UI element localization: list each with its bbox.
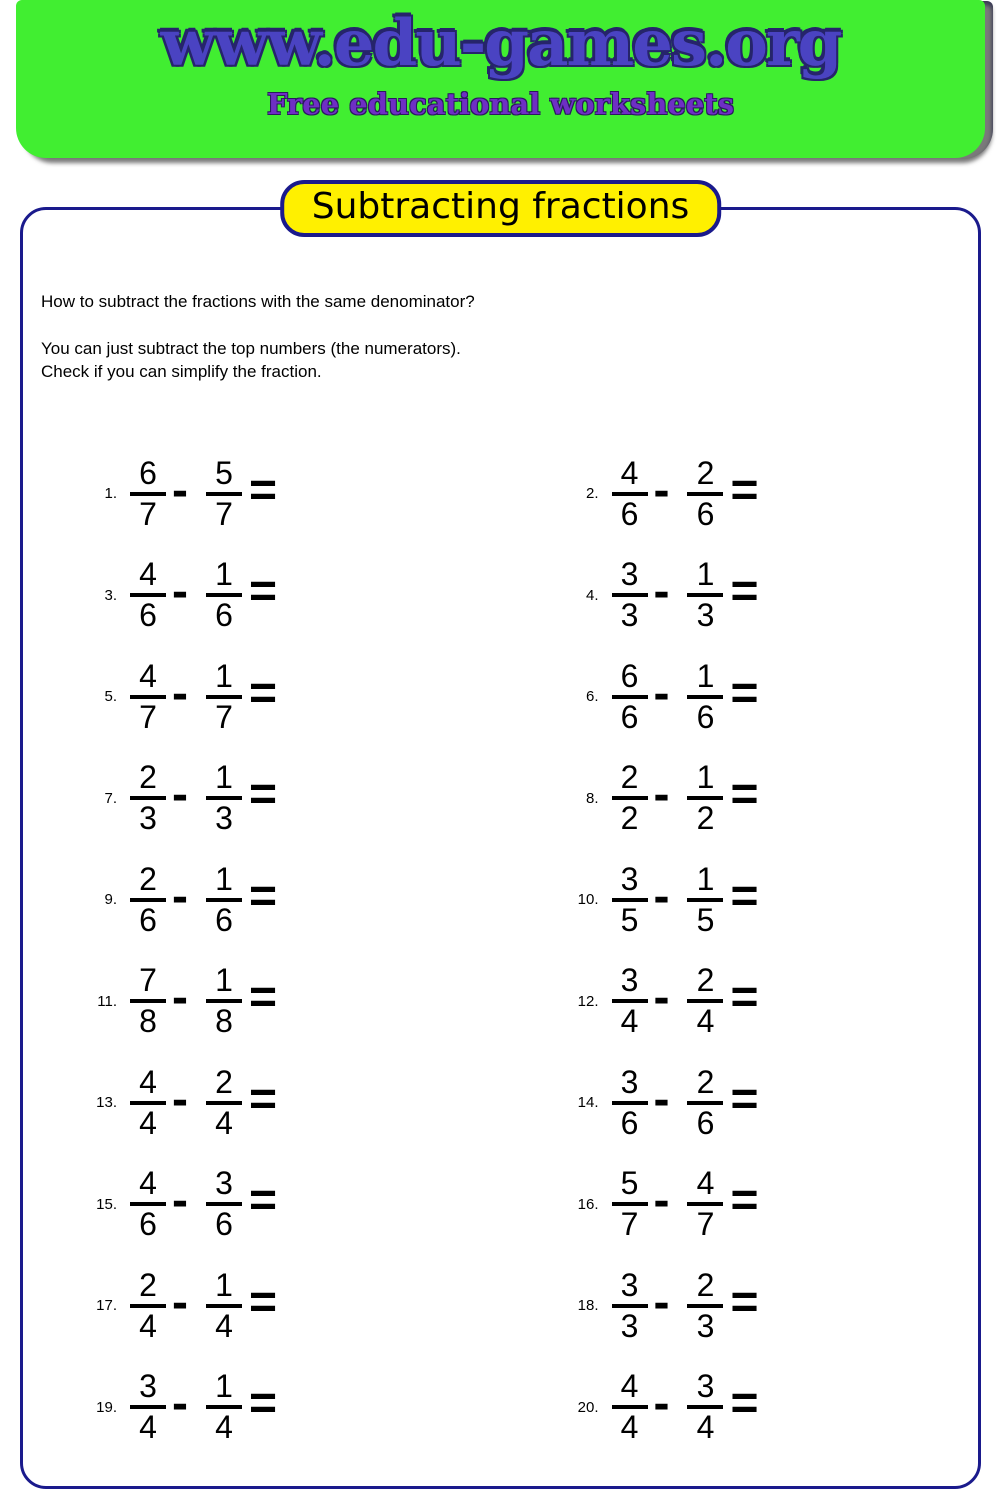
fraction-a [612, 964, 648, 1038]
equals-sign: = [730, 1377, 759, 1431]
minus-sign: - [653, 971, 670, 1025]
problem [23, 1255, 501, 1357]
problem-number: 2. [585, 485, 599, 503]
denominator: 6 [139, 597, 157, 634]
problem-number: 11. [97, 992, 117, 1010]
numerator: 5 [215, 454, 233, 491]
minus-sign: - [653, 1174, 670, 1228]
numerator: 2 [696, 962, 715, 999]
equals-sign: = [248, 1275, 278, 1329]
fraction-b [206, 1370, 242, 1444]
fraction-a [130, 761, 166, 835]
problem [501, 443, 979, 545]
problem-number: 5. [104, 688, 117, 706]
equals-sign: = [730, 463, 759, 517]
problem [23, 1357, 501, 1459]
numerator: 1 [215, 556, 233, 593]
numerator: 1 [215, 1368, 233, 1405]
instructions-line2: Check if you can simplify the fraction. [41, 362, 322, 381]
worksheet-title: Subtracting fractions [280, 180, 722, 237]
problem-number: 3. [104, 586, 117, 604]
problem-number: 16. [577, 1195, 599, 1213]
instructions-question: How to subtract the fractions with the same denominator? [41, 292, 475, 311]
numerator: 3 [215, 1165, 233, 1202]
numerator: 4 [139, 1165, 157, 1202]
denominator: 4 [139, 1104, 157, 1141]
fraction-a [612, 1063, 648, 1141]
numerator: 2 [696, 1266, 715, 1303]
denominator: 4 [696, 1409, 715, 1446]
fraction-a [130, 1167, 166, 1241]
minus-sign: - [172, 565, 188, 619]
minus-sign: - [653, 869, 670, 923]
fraction-a [130, 964, 166, 1038]
denominator: 6 [215, 597, 233, 634]
numerator: 2 [620, 759, 639, 796]
problem-number: 7. [104, 789, 117, 807]
denominator: 3 [620, 597, 639, 634]
denominator: 7 [139, 495, 157, 532]
fraction-b [687, 964, 723, 1038]
numerator: 4 [139, 556, 157, 593]
problem-number: 1. [104, 485, 117, 503]
fraction-a [130, 860, 166, 938]
problem-number: 15. [96, 1195, 117, 1213]
denominator: 6 [620, 495, 639, 532]
equals-sign: = [248, 565, 278, 619]
numerator: 1 [215, 657, 233, 694]
numerator: 1 [696, 556, 715, 593]
numerator: 1 [215, 759, 233, 796]
numerator: 1 [696, 860, 715, 897]
site-tagline: Free educational worksheets [266, 87, 735, 121]
fraction-a [130, 657, 166, 735]
fraction-a [612, 1266, 648, 1344]
denominator: 6 [620, 698, 639, 735]
fraction-b [206, 761, 242, 835]
problem-number: 6. [585, 688, 599, 706]
denominator: 4 [215, 1104, 233, 1141]
denominator: 4 [139, 1307, 157, 1344]
minus-sign: - [653, 565, 670, 619]
minus-sign: - [653, 1275, 670, 1329]
denominator: 6 [620, 1104, 639, 1141]
equals-sign: = [248, 971, 278, 1025]
problem-number: 18. [577, 1297, 599, 1315]
minus-sign: - [172, 463, 188, 517]
fraction-b [206, 964, 242, 1038]
equals-sign: = [248, 1174, 278, 1228]
fraction-b [206, 558, 242, 632]
denominator: 4 [620, 1003, 639, 1040]
problem [501, 1357, 979, 1459]
fraction-b [687, 1266, 723, 1344]
problem-number: 20. [577, 1398, 599, 1416]
denominator: 4 [620, 1409, 639, 1446]
equals-sign: = [248, 463, 278, 517]
numerator: 2 [696, 454, 715, 491]
numerator: 4 [620, 1368, 639, 1405]
numerator: 3 [620, 962, 639, 999]
fraction-b [206, 454, 242, 532]
problem [501, 748, 979, 850]
equals-sign: = [730, 971, 759, 1025]
problem-number: 10. [577, 891, 599, 909]
numerator: 3 [620, 556, 639, 593]
numerator: 4 [139, 1063, 157, 1100]
denominator: 5 [620, 901, 639, 938]
minus-sign: - [172, 1377, 188, 1431]
numerator: 2 [139, 759, 157, 796]
problem [23, 849, 501, 951]
denominator: 6 [696, 698, 715, 735]
denominator: 3 [696, 597, 715, 634]
problem-number: 4. [585, 586, 599, 604]
numerator: 1 [215, 1266, 233, 1303]
fraction-b [687, 657, 723, 735]
denominator: 4 [215, 1409, 233, 1446]
fraction-b [687, 454, 723, 532]
fraction-b [206, 1266, 242, 1344]
problems-grid [23, 443, 978, 1458]
equals-sign: = [248, 1377, 278, 1431]
denominator: 3 [215, 800, 233, 837]
problem [23, 443, 501, 545]
numerator: 4 [139, 657, 157, 694]
problem-number: 8. [585, 789, 599, 807]
fraction-b [206, 1063, 242, 1141]
problem [23, 748, 501, 850]
denominator: 4 [139, 1409, 157, 1446]
fraction-a [130, 558, 166, 632]
denominator: 6 [215, 1206, 233, 1243]
equals-sign: = [730, 666, 759, 720]
equals-sign: = [730, 768, 759, 822]
denominator: 2 [696, 800, 715, 837]
instructions-line1: You can just subtract the top numbers (the numerators). [41, 339, 461, 358]
fraction-b [206, 657, 242, 735]
denominator: 6 [696, 495, 715, 532]
equals-sign: = [248, 1072, 278, 1126]
numerator: 1 [696, 657, 715, 694]
equals-sign: = [248, 869, 278, 923]
denominator: 5 [696, 901, 715, 938]
minus-sign: - [653, 463, 670, 517]
fraction-a [612, 657, 648, 735]
denominator: 7 [215, 495, 233, 532]
problem-number: 13. [96, 1094, 117, 1112]
minus-sign: - [172, 1275, 188, 1329]
denominator: 2 [620, 800, 639, 837]
problem [23, 1052, 501, 1154]
numerator: 1 [215, 962, 233, 999]
problem-number: 9. [104, 891, 117, 909]
equals-sign: = [248, 768, 278, 822]
problem [501, 951, 979, 1053]
minus-sign: - [172, 1174, 188, 1228]
denominator: 7 [620, 1206, 639, 1243]
numerator: 5 [620, 1165, 639, 1202]
numerator: 3 [620, 860, 639, 897]
minus-sign: - [172, 971, 188, 1025]
problem [501, 646, 979, 748]
worksheet-frame [20, 186, 981, 1489]
numerator: 3 [139, 1368, 157, 1405]
numerator: 3 [620, 1063, 639, 1100]
denominator: 4 [696, 1003, 715, 1040]
equals-sign: = [730, 1174, 759, 1228]
problem-number: 12. [577, 992, 599, 1010]
denominator: 3 [139, 800, 157, 837]
denominator: 6 [215, 901, 233, 938]
denominator: 6 [139, 1206, 157, 1243]
fraction-a [612, 454, 648, 532]
numerator: 2 [215, 1063, 233, 1100]
problem [501, 1154, 979, 1256]
minus-sign: - [172, 869, 188, 923]
denominator: 8 [139, 1003, 157, 1040]
equals-sign: = [730, 1072, 759, 1126]
equals-sign: = [730, 565, 759, 619]
problem-number: 17. [96, 1297, 117, 1315]
denominator: 7 [696, 1206, 715, 1243]
minus-sign: - [653, 1377, 670, 1431]
problem [501, 1255, 979, 1357]
fraction-a [612, 1167, 648, 1241]
problem [23, 951, 501, 1053]
fraction-b [687, 1063, 723, 1141]
numerator: 1 [215, 860, 233, 897]
numerator: 4 [620, 454, 639, 491]
denominator: 6 [696, 1104, 715, 1141]
numerator: 6 [139, 454, 157, 491]
minus-sign: - [653, 1072, 670, 1126]
numerator: 7 [139, 962, 157, 999]
fraction-a [130, 1266, 166, 1344]
fraction-b [687, 761, 723, 835]
numerator: 2 [696, 1063, 715, 1100]
fraction-b [687, 1370, 723, 1444]
fraction-a [612, 1370, 648, 1444]
problem [501, 849, 979, 951]
fraction-b [206, 1167, 242, 1241]
numerator: 6 [620, 657, 639, 694]
minus-sign: - [172, 666, 188, 720]
problem [23, 646, 501, 748]
denominator: 8 [215, 1003, 233, 1040]
numerator: 4 [696, 1165, 715, 1202]
problem [501, 545, 979, 647]
denominator: 3 [696, 1307, 715, 1344]
denominator: 3 [620, 1307, 639, 1344]
fraction-a [612, 761, 648, 835]
minus-sign: - [653, 666, 670, 720]
fraction-a [612, 558, 648, 632]
fraction-a [130, 454, 166, 532]
problem [501, 1052, 979, 1154]
fraction-b [687, 558, 723, 632]
minus-sign: - [172, 768, 188, 822]
fraction-b [687, 1167, 723, 1241]
numerator: 1 [696, 759, 715, 796]
fraction-a [612, 860, 648, 938]
problem [23, 1154, 501, 1256]
denominator: 7 [215, 698, 233, 735]
numerator: 2 [139, 860, 157, 897]
numerator: 3 [696, 1368, 715, 1405]
denominator: 6 [139, 901, 157, 938]
equals-sign: = [248, 666, 278, 720]
equals-sign: = [730, 869, 759, 923]
site-name: www.edu-games.org [160, 6, 841, 81]
problem [23, 545, 501, 647]
minus-sign: - [653, 768, 670, 822]
problem-number: 19. [96, 1398, 117, 1416]
minus-sign: - [172, 1072, 188, 1126]
equals-sign: = [730, 1275, 759, 1329]
fraction-b [206, 860, 242, 938]
fraction-a [130, 1370, 166, 1444]
numerator: 2 [139, 1266, 157, 1303]
denominator: 4 [215, 1307, 233, 1344]
problem-number: 14. [577, 1094, 599, 1112]
site-banner [16, 0, 985, 158]
numerator: 3 [620, 1266, 639, 1303]
fraction-a [130, 1063, 166, 1141]
fraction-b [687, 860, 723, 938]
denominator: 7 [139, 698, 157, 735]
